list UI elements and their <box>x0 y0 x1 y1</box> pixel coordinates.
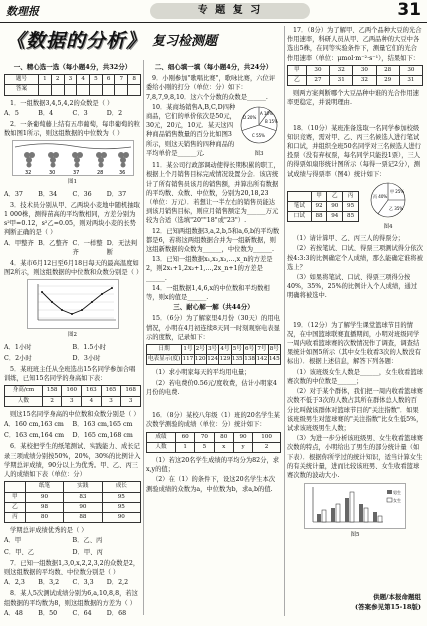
column-1 <box>4 62 141 620</box>
table-cell: 3 <box>64 75 77 85</box>
question-19c: （3）为进一步分析该班级男、女生收看篮球赛次数的特点，小明给出了男生的部分统计量（如下表）．根据你所学过的统计知识，适当计算女生的有关统计量，进而比较该班男、女生收看篮球赛次数的波动大小. <box>287 435 423 479</box>
option: D．2 <box>106 109 123 117</box>
table-cell: 29 <box>376 76 399 86</box>
table-cell: 165 <box>101 386 121 396</box>
answer-cell[interactable] <box>90 85 103 95</box>
question-14: 14．一组数据1,4,6,x的中位数和平均数相等，则x的值是______. <box>146 284 270 302</box>
option: A．1小时 <box>4 343 32 351</box>
question-16: 16．（8分）某校八年级（1）班的20名学生某次数学测验的成绩（单位：分）统计如下： <box>146 412 280 429</box>
page-subtitle: 复习检测题 <box>152 34 218 49</box>
option: B．34 <box>38 190 58 198</box>
test-score-table <box>287 191 359 223</box>
answer-cell[interactable] <box>64 85 77 95</box>
question-13: 13．已知一组数据x₁,x₂,x₃,…,x_n的方差是2，则2x₁+1,2x₂+1,…,2x_n+1的方差是______. <box>146 256 273 282</box>
table-cell: 80 <box>214 432 233 442</box>
option: B．乙、丙 <box>72 537 103 545</box>
table-cell: 124 <box>206 355 218 365</box>
table-cell: 甲 <box>5 492 26 502</box>
pie-label: 甲 25% <box>390 188 405 194</box>
brand-logo: 数理报 <box>6 5 39 18</box>
option: A．48 <box>4 609 23 617</box>
option: B．乙整齐 <box>38 239 69 247</box>
viewing-bar-chart <box>304 483 406 529</box>
option: B．4 <box>38 109 54 117</box>
table-cell: 答案 <box>5 85 39 95</box>
table-cell: 88 <box>311 212 327 222</box>
table-cell: 30 <box>306 65 329 75</box>
column-2 <box>146 62 281 495</box>
options <box>4 548 141 557</box>
table-cell: 7 <box>115 75 128 85</box>
answer-cell[interactable] <box>39 85 52 95</box>
option: C．一样整齐 <box>72 239 103 256</box>
title-bar <box>6 26 266 56</box>
page-header <box>0 0 427 23</box>
option: C．3 <box>72 109 88 117</box>
answer-key-table <box>4 74 141 95</box>
table-cell: 4 <box>82 396 102 406</box>
answer-cell[interactable] <box>51 85 64 95</box>
pie-label: 乙 35% <box>389 205 404 211</box>
table-cell: 1 <box>175 442 194 452</box>
question-7: 7．已知一组数据1,3,0,x,2,2,3,2的众数是2，则这组数据的平均数、中位数分别是（ ） <box>4 559 140 576</box>
question-18: 18．（10分）某班准备选取一名同学参加校级知识竞赛，需对甲、乙、丙三名候选人进行笔试和口试，并组织全班50名同学对三名候选人进行投票（没有弃权票，每名同学只能投1票），三人的得票如扇形统计图所示（每得一票记2分），测试成绩与得票率（图4）统计如下： <box>287 124 421 178</box>
option: C．36 <box>72 190 92 198</box>
question-11: 11．某公司行政部调动使得长期积累的职工，根据上个月销售目标完成情况设置分会．该店统计了所有销售员该月的销售额，并算出所有数据的平均数、众数、中位数，分别为20,18,23（单位：万元）．若想让一半左右的销售员能达到该月销售目标，则应月销售额定为______万元较为合适（选填"20""18"或"23"）. <box>146 162 280 225</box>
table-cell: 丙 <box>343 191 359 201</box>
table-cell: 98 <box>25 502 63 512</box>
pie-figure <box>237 103 281 161</box>
pie-label: D 20% <box>243 114 257 120</box>
meter-table <box>146 344 281 365</box>
option: B．1.5小时 <box>72 343 107 351</box>
table-cell: 85 <box>343 212 359 222</box>
table-cell: 28 <box>376 65 399 75</box>
pie-label: 丙 40% <box>373 193 388 199</box>
table-cell: 实践 <box>64 482 102 492</box>
table-cell: 3 <box>121 396 141 406</box>
grade-table <box>146 432 281 453</box>
table-cell: 甲 <box>311 191 327 201</box>
table-cell: 3 <box>62 396 82 406</box>
table-cell: 92 <box>311 201 327 211</box>
option: C．甲、乙 <box>4 548 35 556</box>
table-cell: 日期 <box>147 345 182 355</box>
column-3 <box>287 26 423 542</box>
table-cell: 人数 <box>5 396 43 406</box>
table-cell: 2 <box>51 75 64 85</box>
question-17: 17．（8分）为了解甲、乙两个品种大豆的光合作用速率，科研人员从甲、乙两品种的大豆中各选出5株，在同等实验条件下，测量它们的光合作用速率（单位：μmol·m⁻²·s⁻¹），结果如下： <box>287 27 422 62</box>
options <box>4 609 141 618</box>
figure-caption: 图4 <box>383 224 393 231</box>
question-18c: （3）如果将笔试、口试、得票三项得分按40%，35%，25%的比例计入个人成绩，通过明确将被选中. <box>287 274 418 300</box>
table-cell: 8号 <box>268 345 280 355</box>
height-table <box>4 385 141 406</box>
table-cell: 乙 <box>288 76 307 86</box>
question-17b: 则两方案判断哪个大豆品种中谁的光合作用速率更稳定，并说明理由. <box>287 90 419 107</box>
table-cell: y <box>233 442 252 452</box>
question-15: 15．（6分）为了解家里4月份（30天）的用电情况，小明在4月初连续8天同一时刻观察电表显示的度数，记录如下： <box>146 315 280 341</box>
table-cell: x <box>214 442 233 452</box>
table-cell: 丙 <box>5 512 26 522</box>
option: A．2,3 <box>4 579 25 587</box>
table-cell: 30 <box>353 65 376 75</box>
table-cell: 乙 <box>327 191 343 201</box>
table-cell: 3号 <box>206 345 218 355</box>
answer-cell[interactable] <box>115 85 128 95</box>
option: C．2小时 <box>4 354 32 362</box>
table-cell: 95 <box>102 502 140 512</box>
table-cell: 70 <box>195 432 214 442</box>
options <box>4 420 141 429</box>
table-cell: 人数 <box>147 442 176 452</box>
table-cell: 168 <box>121 386 141 396</box>
option: D．无法判断 <box>106 239 137 256</box>
answer-cell[interactable] <box>128 85 141 95</box>
option: A．甲整齐 <box>4 239 34 247</box>
grape-count: 28 <box>96 170 103 176</box>
page-number: 31 <box>397 0 421 20</box>
figure-caption: 图5 <box>350 532 360 539</box>
table-cell: 甲 <box>288 65 307 75</box>
table-cell: 83 <box>64 492 102 502</box>
table-cell: 3 <box>101 396 121 406</box>
option: C．163 cm,164 cm <box>4 432 65 440</box>
table-cell: 1 <box>39 75 52 85</box>
table-cell: 成长 <box>102 482 140 492</box>
figure-caption: 图3 <box>254 151 264 158</box>
question-1: 1．一组数据3,4,5,4,2的众数是（ ） <box>10 99 114 107</box>
bar-chart <box>305 484 405 528</box>
table-cell: 6 <box>102 75 115 85</box>
table-cell: 7号 <box>256 345 268 355</box>
table-cell: 60 <box>175 432 194 442</box>
legend-label: 女生 <box>393 498 401 504</box>
table-cell: 电表显示(度) <box>147 355 182 365</box>
answer-reference: (答案参见第15-18版) <box>355 603 421 611</box>
table-cell: 138 <box>243 355 255 365</box>
question-4: 4．某市6月12日至6月18日每天的最高温度如图2所示，则这组数据的中位数和众数分别是（ ） <box>4 260 143 277</box>
option: D．68 <box>106 609 127 617</box>
options <box>4 343 141 352</box>
question-18a: （1）请计算甲、乙、丙三人的得票分； <box>293 235 405 243</box>
options <box>4 431 141 440</box>
table-cell: 95 <box>343 201 359 211</box>
table-cell: 94 <box>327 212 343 222</box>
table-cell: 100 <box>253 432 281 442</box>
section-heading: 二、细心填一填（每小题4分，共24分） <box>154 63 273 71</box>
question-15b: （2）若电费价0.56元/度收费，估计小明家4月份的电费. <box>146 379 277 396</box>
grape-count: 37 <box>72 170 79 176</box>
table-cell: 120 <box>194 355 206 365</box>
page-title: 《数据的分析》 <box>6 30 147 52</box>
table-cell: 145 <box>268 355 280 365</box>
figure-caption: 图2 <box>68 332 77 339</box>
table-cell <box>5 482 26 492</box>
pie-label: A 10% <box>260 110 273 116</box>
question-12: 12．已知两组数据3,a,2,b,5和a,6,b的平均数都是6，若将这两组数据合并为一组新数据，则这组新数据的众数为______，中位数为______. <box>146 227 280 254</box>
table-cell: 口试 <box>288 212 312 222</box>
option: A．5 <box>4 109 19 117</box>
table-cell: 31 <box>399 76 422 86</box>
option: C．64 <box>72 609 92 617</box>
table-cell: 身高/cm <box>5 386 43 396</box>
table-cell: 90 <box>233 432 252 442</box>
table-cell: 158 <box>42 386 62 396</box>
table-cell: 31 <box>330 76 353 86</box>
vote-pie-figure <box>362 180 414 234</box>
question-9: 9．小刚参加"歌唱比赛"，歌咏比赛，六位评委给小刚的打分（单位：分）如下：7,8,7,9,8,10．这六个分数的众数是______. <box>146 75 276 101</box>
table-cell: 117 <box>182 355 194 365</box>
table-cell: 乙 <box>5 502 26 512</box>
table-cell: 5号 <box>231 345 243 355</box>
table-cell: 32 <box>353 76 376 86</box>
question-16b: （2）在（1）的条件下，设这20名学生本次测验成绩的众数为a，中位数为b，求a,b的值. <box>146 476 276 493</box>
option: A．甲 <box>4 537 22 545</box>
option: D．165 cm,168 cm <box>72 432 133 440</box>
table-cell: 2 <box>42 396 62 406</box>
table-cell: 27 <box>306 76 329 86</box>
table-cell: 2号 <box>194 345 206 355</box>
question-19: 19．（12分）为了解学生课堂篮球节目的情况，在中国篮球联赛直播期间，小明对班级同学一周内收看篮球赛的次数情况作了调查，调查结果统计如图5所示（其中女生收看3次的人数没有标出）．根据上述信息，解答下列各题： <box>287 321 421 366</box>
question-5b: 则这15名同学身高的中位数和众数分别是（ ） <box>10 410 140 418</box>
column-divider <box>284 26 285 616</box>
table-cell: 4 <box>77 75 90 85</box>
table-cell: 5 <box>195 442 214 452</box>
option: B．50 <box>38 609 58 617</box>
question-2: 2．一条葡萄藤上结有五串葡萄，每串葡萄的粒数如图1所示，则这组数据的中位数为（ ） <box>4 121 140 138</box>
table-cell: 6号 <box>243 345 255 355</box>
table-cell: 5 <box>90 75 103 85</box>
question-3: 3．技术员分别从甲、乙两块小麦地中随机抽取1 000株，测得苗高的平均数相同，方差分别为s²甲=0.12，s²乙=0.05，则对两块小麦的长势判断正确的是（ ） <box>4 201 140 237</box>
question-19a: （1）该班级女生人数是______，女生收看篮球赛次数的中位数是______； <box>287 368 423 385</box>
question-18b: （2）若按笔试、口试、得票三项测试得分依次按4:3:3的比例确定个人成绩，那么能确定谁将被选上？ <box>287 245 423 271</box>
option: A．37 <box>4 190 23 198</box>
grape-count: 36 <box>118 170 125 176</box>
table-cell: 2 <box>253 442 281 452</box>
question-19b: （2）对于某个群体，我们把一周内收看篮球赛次数不低于3次的人数占其所在群体总人数的百分比叫做该群体对篮球节目的"关注指数"．如果该班级男生对篮球赛的"关注指数"比女生低5%，试求该班级男生人数； <box>287 388 423 432</box>
question-8: 8．某人5次测试成绩分别为6,a,10,8,8，若这组数据的平均数为8，则这组数据的方差为（ ） <box>4 590 138 607</box>
table-cell: 95 <box>102 492 140 502</box>
section-heading: 三、耐心解一解（共44分） <box>173 303 254 312</box>
option: D．2,2 <box>106 579 129 587</box>
answer-cell[interactable] <box>77 85 90 95</box>
legend-label: 男生 <box>393 490 401 496</box>
table-cell: 90 <box>102 512 140 522</box>
table-cell: 142 <box>256 355 268 365</box>
temperature-chart <box>27 279 119 329</box>
table-cell: 8 <box>128 75 141 85</box>
table-cell: 129 <box>219 355 231 365</box>
table-cell: 成绩 <box>147 432 176 442</box>
options <box>4 190 141 199</box>
table-cell: 32 <box>330 65 353 75</box>
table-cell: 90 <box>25 492 63 502</box>
option: B．3,2 <box>38 579 60 587</box>
pie-label: B 15% <box>265 118 278 124</box>
table-cell: 题号 <box>5 75 39 85</box>
option: B．163 cm,165 cm <box>72 421 133 429</box>
table-cell <box>288 191 312 201</box>
footer-stamp <box>355 592 421 612</box>
vote-pie-chart <box>362 180 414 220</box>
option: A．160 cm,163 cm <box>4 421 64 429</box>
question-10: 10．某商场销售A,B,C,D四种商品，它们的单价依次是50元，30元，20元，10元．某天这四种商品销售数量的百分比如图3所示，则这天销售的四种商品的平均单价是______元. <box>146 103 236 157</box>
options <box>4 239 141 257</box>
option: C．3,3 <box>72 579 94 587</box>
table-cell: 纸笔 <box>25 482 63 492</box>
section-banner: 专 题 复 习 <box>150 3 310 19</box>
figure-caption: 图1 <box>68 179 77 186</box>
credit-line: 供题/本报命题组 <box>373 593 421 601</box>
table-cell: 88 <box>64 512 102 522</box>
table-cell: 笔试 <box>288 201 312 211</box>
pie-chart <box>237 103 281 147</box>
table-cell: 90 <box>327 201 343 211</box>
table-cell: 80 <box>25 512 63 522</box>
options <box>4 109 141 118</box>
option: D．甲、丙 <box>72 548 103 556</box>
options <box>4 578 141 587</box>
section-heading: 一、精心选一选（每小题4分，共32分） <box>13 63 132 71</box>
q10-block <box>146 103 281 161</box>
question-6b: 学期总评成绩优秀的是（ ） <box>10 527 88 535</box>
score-table <box>4 481 141 523</box>
grape-figure <box>12 140 134 176</box>
question-6: 6．某校把学生的纸笔测试、实践能力、成长记录三项成绩分别按50%，20%，30%的比例计入学期总评成绩，90分以上为优秀。甲、乙、丙三人的成绩如下表（单位：分） <box>4 443 141 479</box>
table-cell: 30 <box>399 65 422 75</box>
column-divider <box>143 60 144 615</box>
answer-cell[interactable] <box>102 85 115 95</box>
table-cell: 135 <box>231 355 243 365</box>
table-cell: 1号 <box>182 345 194 355</box>
grape-count: 30 <box>48 170 55 176</box>
grape-count: 32 <box>24 170 31 176</box>
table-cell: 90 <box>64 502 102 512</box>
line-chart <box>28 280 118 328</box>
photosynthesis-table <box>287 65 423 86</box>
table-cell: 160 <box>62 386 82 396</box>
q18-figures <box>287 180 423 234</box>
table-cell: 163 <box>82 386 102 396</box>
option: D．3小时 <box>72 354 101 362</box>
table-cell: 4号 <box>219 345 231 355</box>
question-16a: （1）若这20名学生成绩的平均分为82分，求x,y的值； <box>146 456 280 474</box>
question-5: 5．某班班主任从全班选出15名同学参加合唱训练，已知15名同学的身高如下表： <box>4 366 136 383</box>
pie-label: C 55% <box>252 132 265 138</box>
grape-illustration <box>13 141 133 175</box>
question-15a: （1）求小明家每天的平均用电量； <box>152 369 251 377</box>
options <box>4 536 141 545</box>
options <box>4 354 141 363</box>
option: D．37 <box>106 190 127 198</box>
